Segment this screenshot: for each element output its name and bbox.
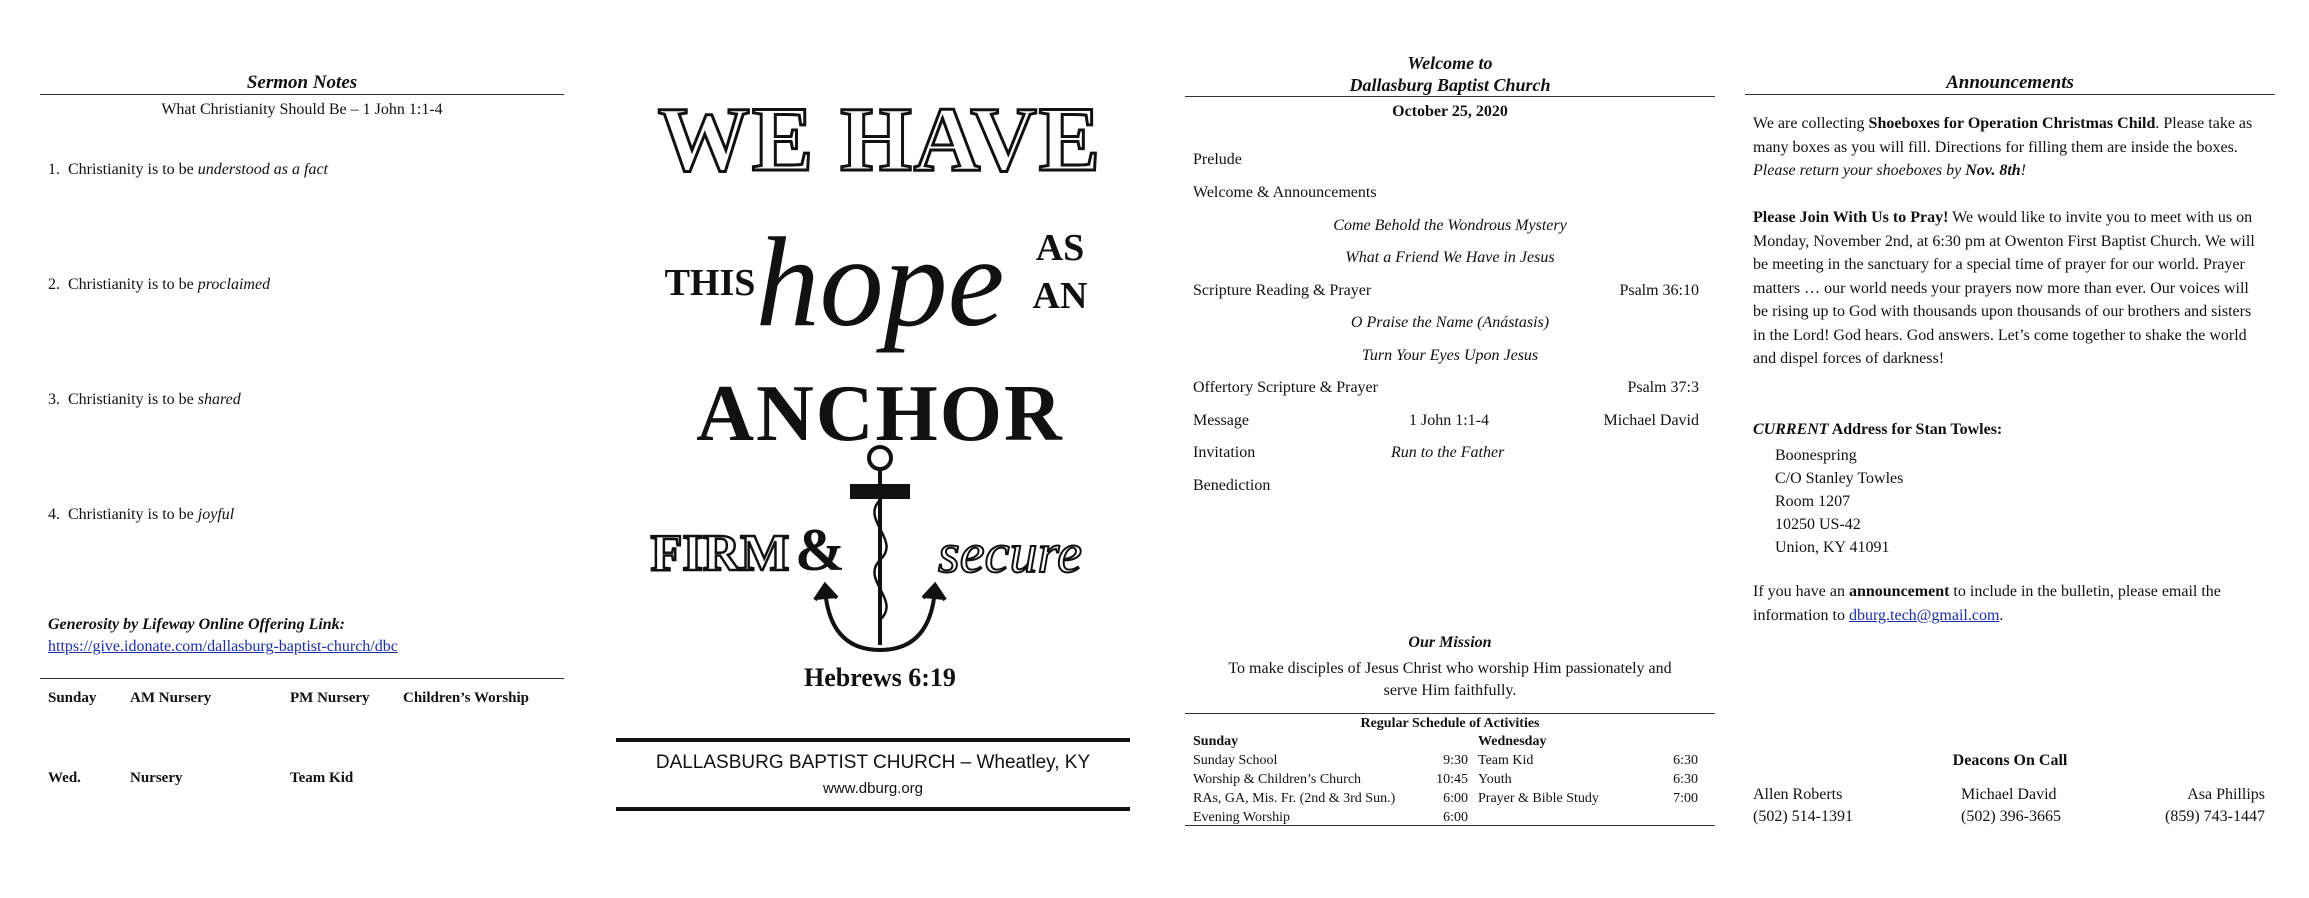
cover-we-have: WE HAVE (657, 90, 1103, 190)
generosity-title: Generosity by Lifeway Online Offering Link: (48, 616, 346, 633)
deacon-1: Allen Roberts (502) 514-1391 (1753, 786, 1853, 825)
sunday-schedule: Sunday Sunday School 9:30 Worship & Children’s Church 10:45 RAs, GA, Mis. Fr. (2nd & 3rd Sun.) 6:00 Evening Worship 6:00 (1193, 734, 1468, 825)
deacon-3: Asa Phillips (859) 743-1447 (2165, 786, 2265, 825)
schedule-row: Prayer & Bible Study 7:00 (1478, 791, 1698, 806)
announcements-heading: Announcements (1946, 72, 2074, 93)
divider (1185, 713, 1715, 714)
address-title: CURRENT Address for Stan Towles: (1753, 421, 2003, 438)
divider (616, 807, 1130, 811)
nursery-schedule: Sunday AM Nursery PM Nursery Children’s Worship Wed. Nursery Team Kid (40, 678, 564, 679)
church-website: www.dburg.org (822, 780, 924, 797)
cover-hope: hope (755, 211, 1005, 353)
sermon-point-4: 4. Christianity is to be joyful (48, 506, 235, 523)
cover-an: AN (1032, 275, 1088, 317)
mission-heading: Our Mission (1408, 634, 1492, 651)
welcome-heading: Welcome to Dallasburg Baptist Church (1349, 53, 1551, 95)
cover-firm: FIRM (650, 525, 790, 582)
schedule-row: RAs, GA, Mis. Fr. (2nd & 3rd Sun.) 6:00 (1193, 791, 1468, 806)
church-name: DALLASBURG BAPTIST CHURCH – Wheatley, KY (655, 752, 1091, 773)
sermon-notes-heading: Sermon Notes (246, 72, 358, 93)
cover-anchor-word: ANCHOR (696, 370, 1064, 458)
schedule-row: Team Kid 6:30 (1478, 753, 1698, 768)
sermon-point-1: 1. Christianity is to be understood as a fact (48, 161, 328, 178)
benediction: Benediction (1193, 477, 1271, 494)
cover-artwork (640, 90, 1120, 710)
offering-link[interactable]: https://give.idonate.com/dallasburg-baptist-church/dbc (48, 638, 398, 655)
divider (40, 678, 564, 679)
sermon-notes-panel (40, 0, 564, 898)
sermon-point-2: 2. Christianity is to be proclaimed (48, 276, 271, 293)
message: Message 1 John 1:1-4 Michael David (1193, 412, 1699, 429)
wednesday-schedule: Wednesday Team Kid 6:30 Youth 6:30 Prayer & Bible Study 7:00 (1478, 734, 1698, 806)
song-1: Come Behold the Wondrous Mystery (1333, 217, 1567, 234)
email-link[interactable]: dburg.tech@gmail.com (1848, 606, 2000, 624)
announcements-panel (1745, 0, 2275, 898)
schedule-row: Youth 6:30 (1478, 772, 1698, 787)
song-4: Turn Your Eyes Upon Jesus (1361, 347, 1539, 364)
cover-this: THIS (664, 262, 756, 304)
divider (40, 94, 564, 95)
welcome-announcements: Welcome & Announcements (1193, 184, 1377, 201)
stan-towles-address: Boonespring C/O Stanley Towles Room 1207 10250 US-42 Union, KY 41091 (1775, 447, 1904, 556)
prelude: Prelude (1193, 151, 1242, 168)
cover-verse: Hebrews 6:19 (804, 663, 956, 692)
deacons-heading: Deacons On Call (1952, 752, 2068, 769)
deacon-2: Michael David (502) 396-3665 (1961, 786, 2061, 825)
song-2: What a Friend We Have in Jesus (1345, 249, 1555, 266)
divider (1185, 825, 1715, 826)
schedule-title: Regular Schedule of Activities (1360, 716, 1540, 731)
cover-amp: & (795, 517, 845, 583)
shoebox-announcement: We are collecting Shoeboxes for Operation Christmas Child. Please take as many boxes as you will fill. Directions for filling them are inside the boxes. Please return your shoeboxes by Nov. 8th! (1753, 115, 2253, 179)
divider (1185, 96, 1715, 97)
sermon-point-3: 3. Christianity is to be shared (48, 391, 241, 408)
church-banner (616, 738, 1130, 811)
sermon-title: What Christianity Should Be – 1 John 1:1-4 (161, 101, 443, 118)
divider (1745, 94, 2275, 95)
cover-panel (600, 0, 1160, 898)
offertory: Offertory Scripture & Prayer Psalm 37:3 (1193, 379, 1699, 396)
cover-as: AS (1035, 227, 1085, 269)
prayer-announcement: Please Join With Us to Pray! We would like to invite you to meet with us on Monday, November 2nd, at 6:30 pm at Owenton First Baptist Church. We will be meeting in the sanctuary for a special time of prayer for our world. Prayer matters … our world needs your prayers now more than ever. Our voices will be rising up to God with thousands upon thousands of our brothers and sisters in the Lord! God hears. God answers. Let’s come together to shake the world and dispel forces of darkness! (1753, 209, 2255, 367)
cover-secure: secure (937, 523, 1083, 585)
service-date: October 25, 2020 (1392, 103, 1508, 120)
song-3: O Praise the Name (Anástasis) (1350, 314, 1550, 331)
mission-text: To make disciples of Jesus Christ who worship Him passionately and serve Him faithfully. (1228, 660, 1672, 699)
divider (616, 738, 1130, 742)
schedule-row: Worship & Children’s Church 10:45 (1193, 772, 1468, 787)
scripture-reading: Scripture Reading & Prayer Psalm 36:10 (1193, 282, 1699, 299)
invitation: Invitation Run to the Father (1193, 444, 1505, 461)
submit-announcement: If you have an announcement to include in the bulletin, please email the information to dburg.tech@gmail.com. (1753, 583, 2221, 624)
schedule-row: Sunday School 9:30 (1193, 753, 1468, 768)
worship-panel (1185, 0, 1715, 898)
schedule-row: Evening Worship 6:00 (1193, 810, 1468, 825)
